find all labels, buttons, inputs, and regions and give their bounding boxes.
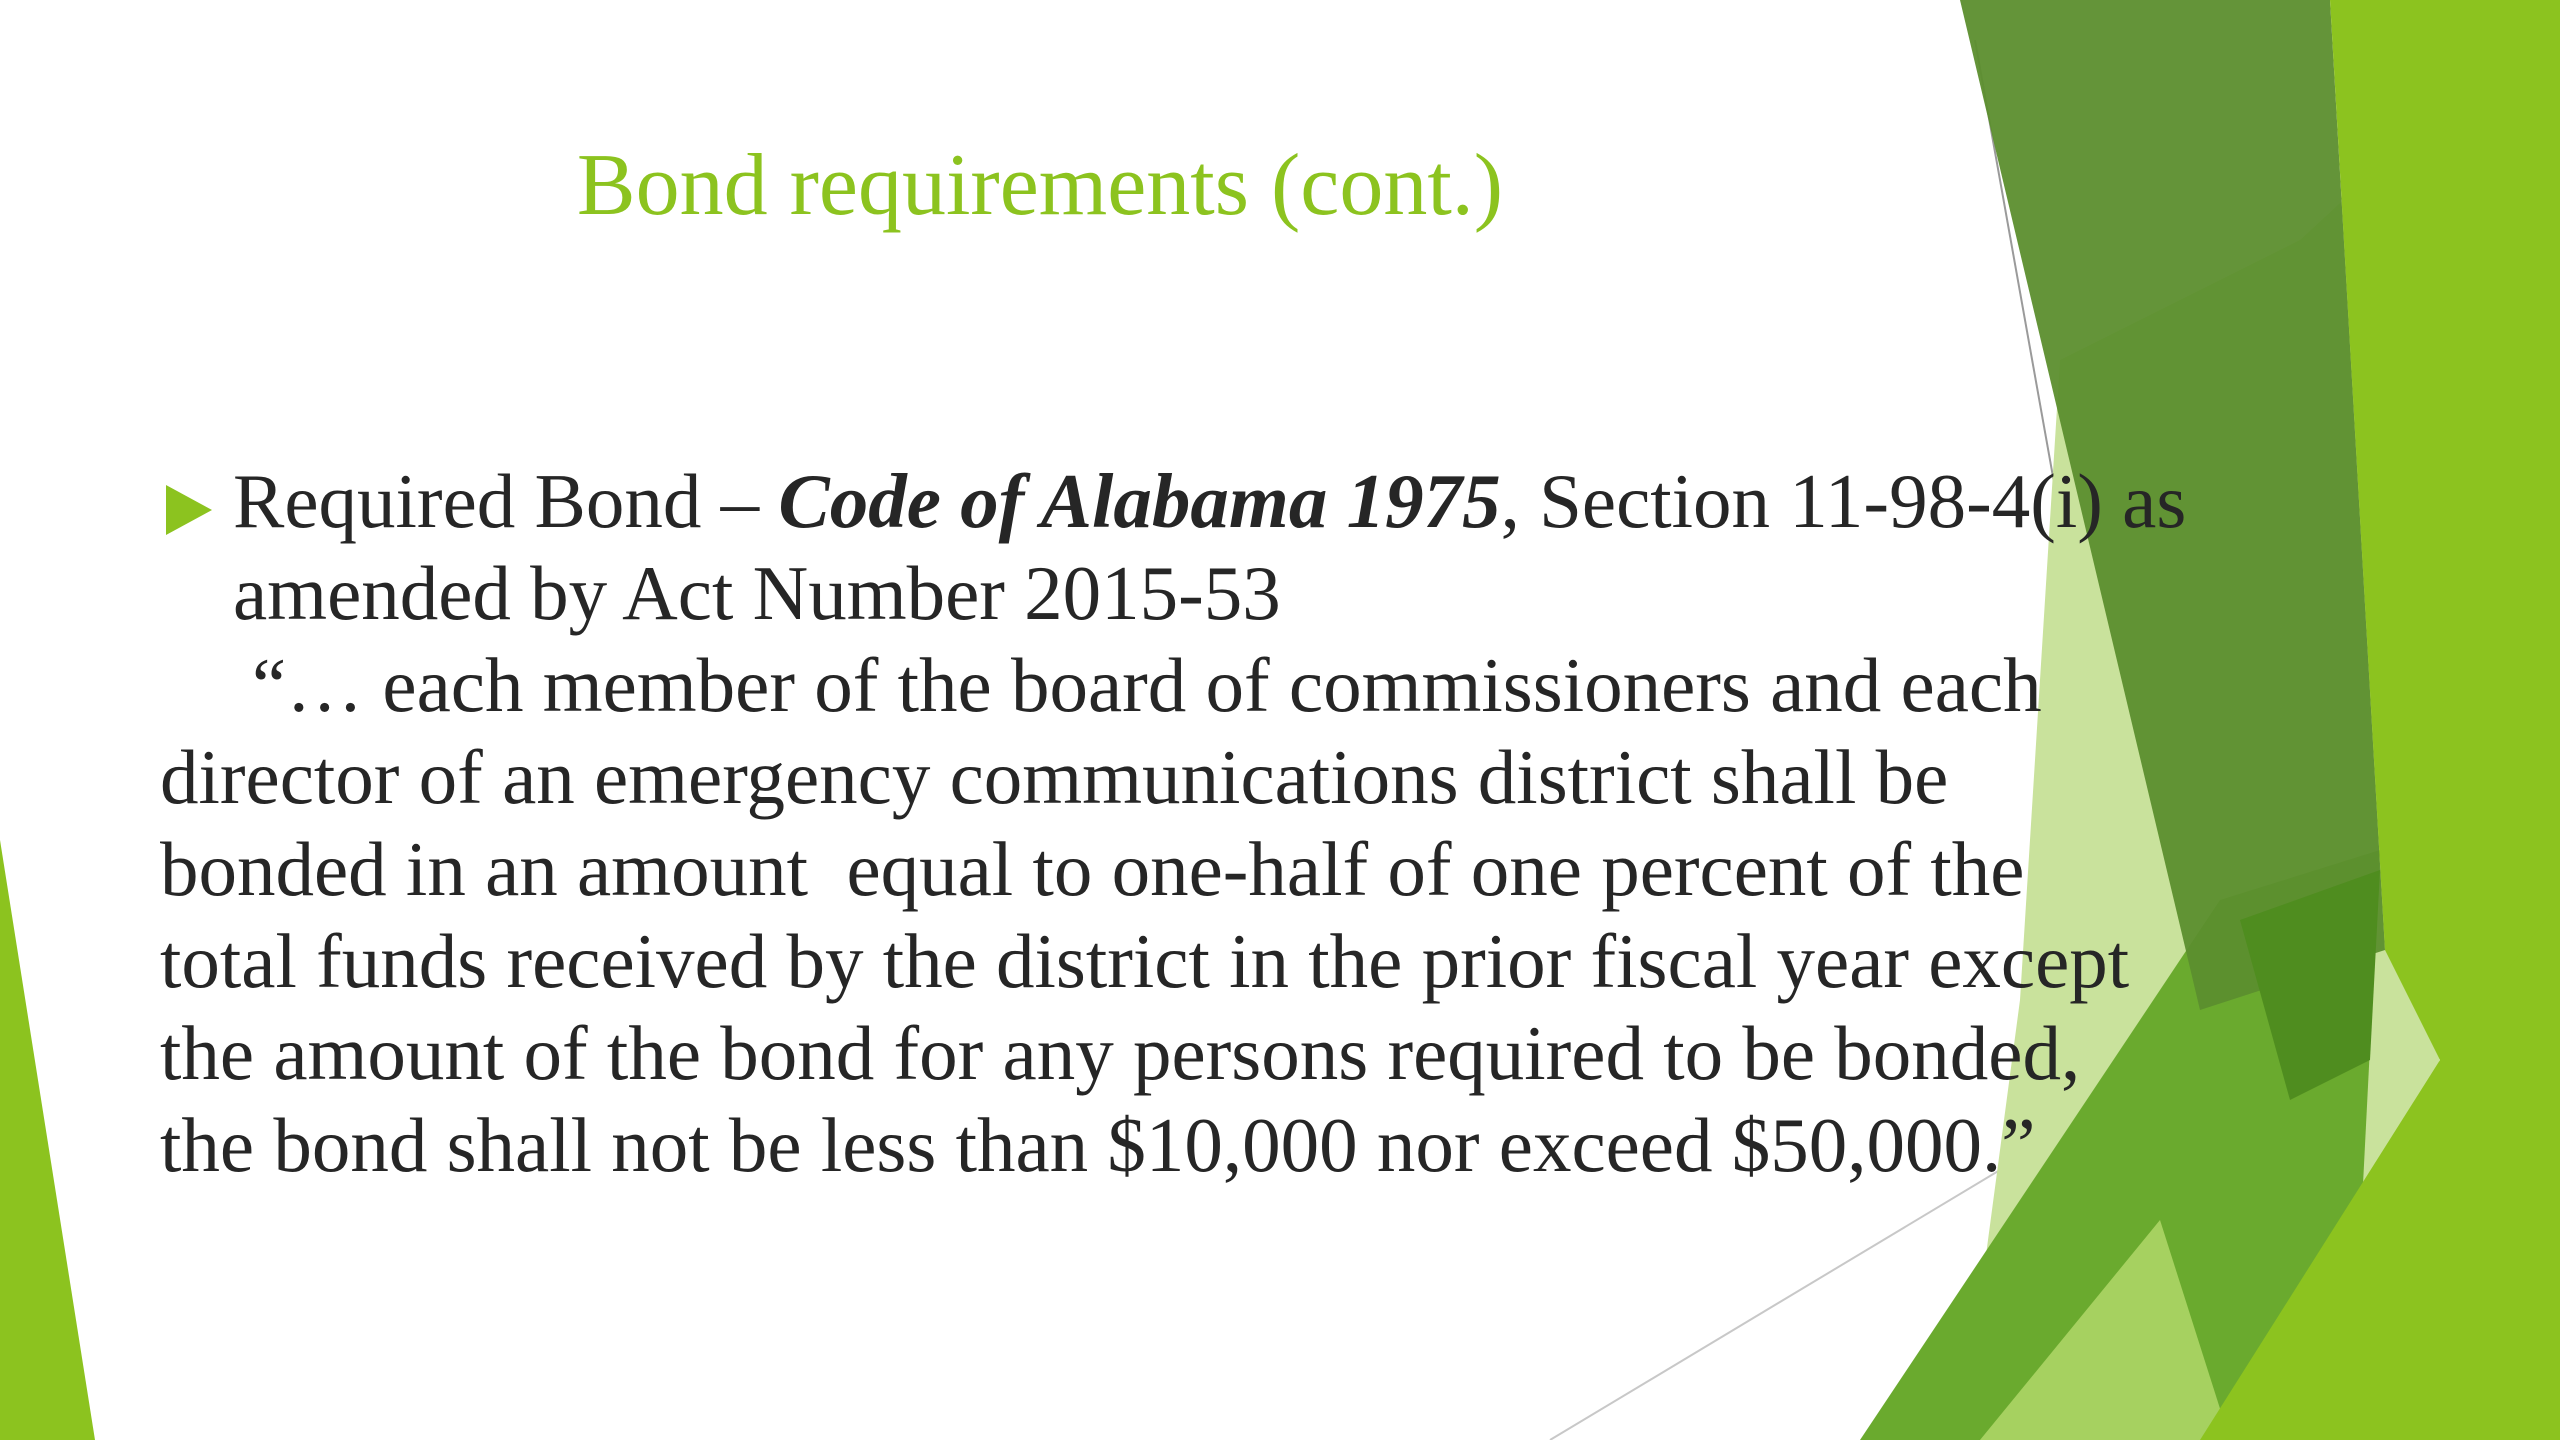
quote-line: the bond shall not be less than $10,000 nor exceed $50,000.”: [160, 1102, 2036, 1188]
statute-quote: [160, 639, 2420, 1191]
left-green-wedge: [0, 840, 95, 1440]
bullet-prefix: Required Bond –: [233, 458, 779, 544]
quote-line: bonded in an amount equal to one-half of one percent of the: [160, 826, 2025, 912]
bullet-item-required-bond: [160, 455, 2420, 639]
quote-line: “… each member of the board of commissioners and each: [252, 642, 2042, 728]
quote-line: total funds received by the district in the prior fiscal year except: [160, 918, 2130, 1004]
quote-line: director of an emergency communications district shall be: [160, 734, 1949, 820]
bullet-suffix: , Section 11-98-4(i) as: [1500, 458, 2187, 544]
bullet-line-1: [233, 455, 2420, 547]
slide-body: [160, 455, 2420, 1191]
triangle-right-icon: [166, 485, 212, 535]
code-of-alabama-citation: Code of Alabama 1975: [778, 458, 1501, 544]
slide-title: Bond requirements (cont.): [576, 137, 1504, 234]
bullet-line-2: amended by Act Number 2015-53: [233, 550, 1281, 636]
quote-line: the amount of the bond for any persons required to be bonded,: [160, 1010, 2081, 1096]
